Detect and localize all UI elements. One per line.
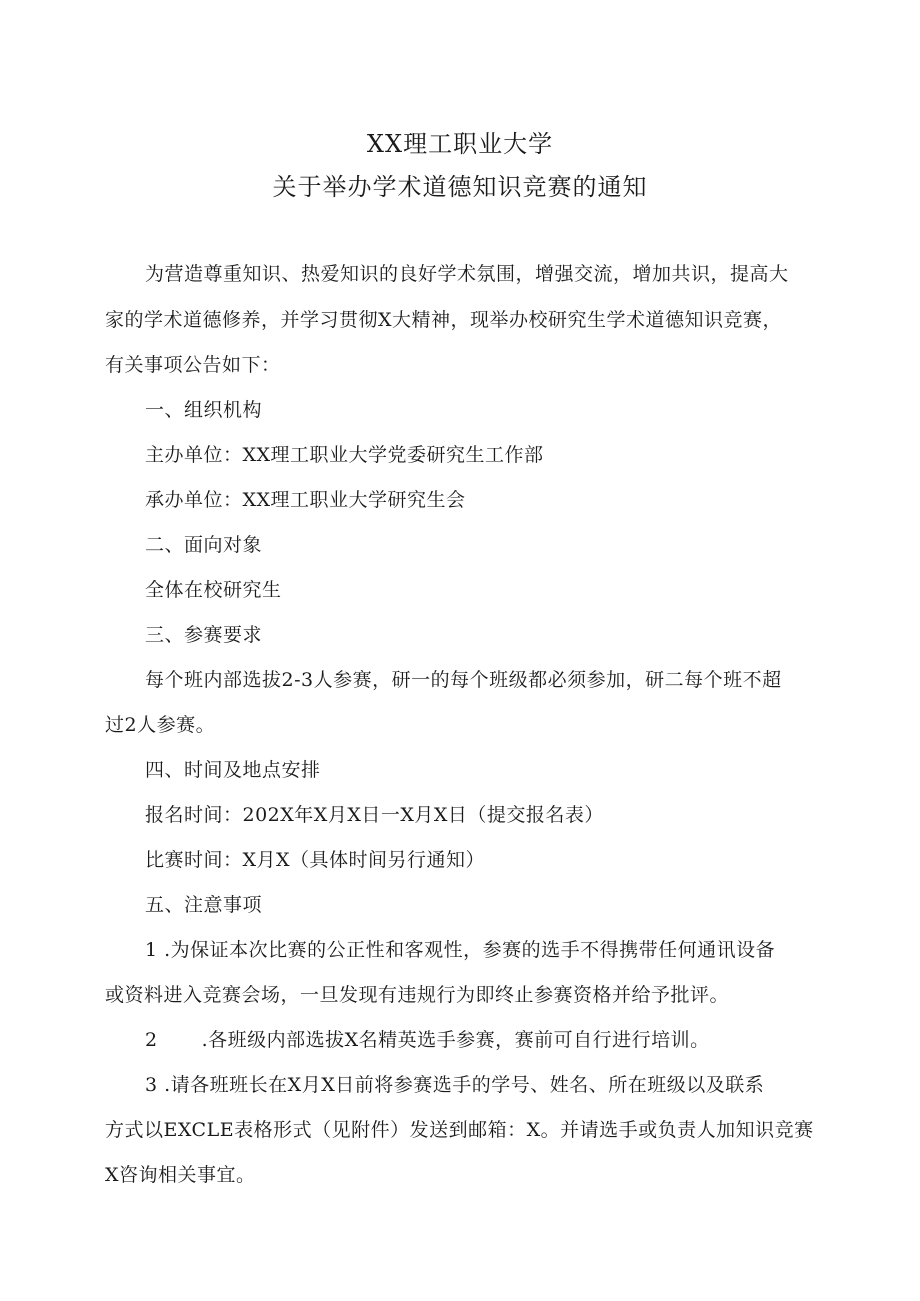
section2-heading: 二、面向对象 (145, 534, 263, 556)
host-unit: 主办单位：XX理工职业大学党委研究生工作部 (145, 444, 544, 466)
requirement-line1: 每个班内部选拔2-3人参赛，研一的每个班级都必须参加，研二每个班不超 (145, 669, 782, 691)
notice-item2 (145, 1026, 710, 1054)
section4-heading: 四、时间及地点安排 (145, 759, 321, 781)
notice-item1-line2: 或资料进入竞赛会场，一旦发现有违规行为即终止参赛资格并给予批评。 (105, 984, 730, 1006)
notice-item3-line3: X咨询相关事宜。 (105, 1164, 256, 1186)
registration-time: 报名时间：202X年X月X日一X月X日（提交报名表） (145, 804, 604, 826)
target-audience: 全体在校研究生 (145, 579, 282, 601)
intro-paragraph-line3: 有关事项公告如下： (105, 354, 281, 376)
intro-paragraph-line2: 家的学术道德修养，并学习贯彻X大精神，现举办校研究生学术道德知识竞赛， (105, 309, 783, 331)
section5-heading: 五、注意事项 (145, 894, 263, 916)
notice-item2-text: .各班级内部选拔X名精英选手参赛，赛前可自行进行培训。 (201, 1029, 710, 1051)
requirement-line2: 过2人参赛。 (105, 714, 216, 736)
section3-heading: 三、参赛要求 (145, 624, 263, 646)
section1-heading: 一、组织机构 (145, 399, 263, 421)
document-title-line2: 关于举办学术道德知识竞赛的通知 (272, 173, 648, 201)
notice-item2-number: 2 (145, 1029, 158, 1051)
organizer-unit: 承办单位：XX理工职业大学研究生会 (145, 489, 466, 511)
document-title-line1: XX理工职业大学 (366, 130, 554, 158)
notice-item1-line1: 1 .为保证本次比赛的公正性和客观性，参赛的选手不得携带任何通讯设备 (145, 939, 776, 961)
contest-time: 比赛时间：X月X（具体时间另行通知） (145, 849, 486, 871)
intro-paragraph-line1: 为营造尊重知识、热爱知识的良好学术氛围，增强交流，增加共识，提高大 (145, 263, 789, 285)
notice-item3-line2: 方式以EXCLE表格形式（见附件）发送到邮箱：X。并请选手或负责人加知识竞赛 (105, 1119, 814, 1141)
notice-item3-line1: 3 .请各班班长在X月X日前将参赛选手的学号、姓名、所在班级以及联系 (145, 1074, 765, 1096)
